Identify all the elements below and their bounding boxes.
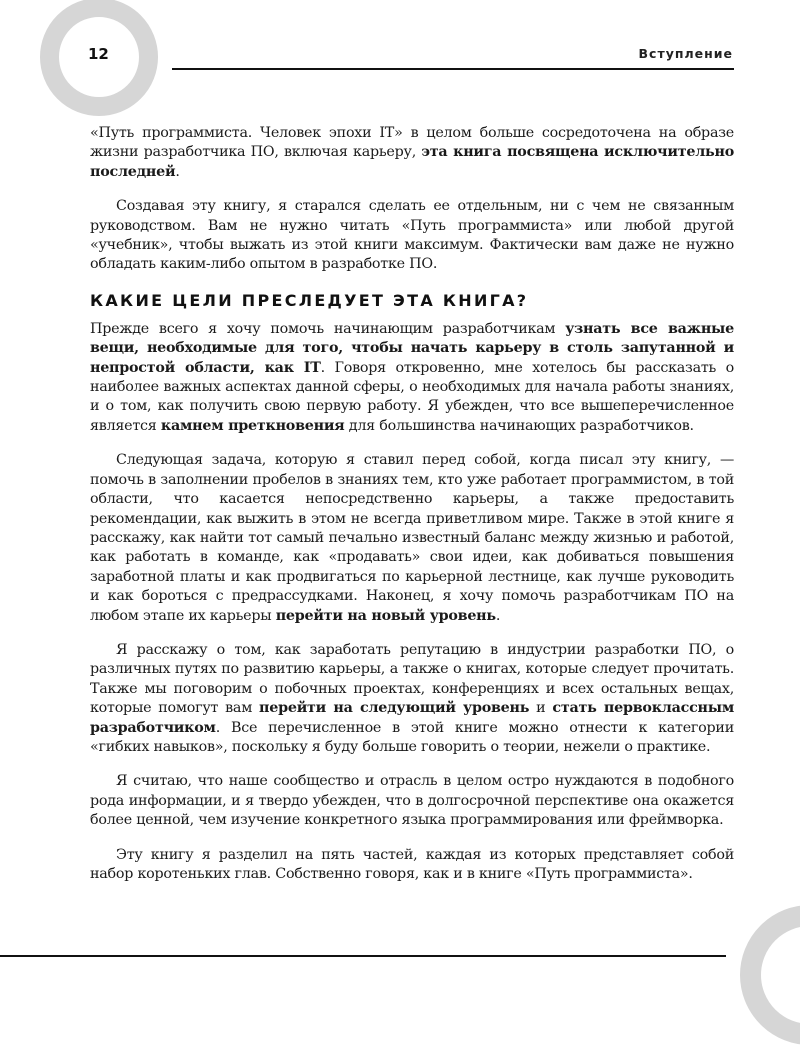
emphasis: эта книга посвящена исключительно последней (90, 144, 734, 180)
header-rule (172, 68, 734, 70)
running-title: Вступление (638, 46, 733, 61)
emphasis: стать первоклассным разработчиком (90, 700, 734, 736)
page-body (90, 124, 734, 899)
section-paragraph-3: Я расскажу о том, как заработать репутацию в индустрии разработки ПО, о различных путях по развитию карьеры, а также о книгах, которые следует прочитать. Также мы поговорим о побочных проектах, конференциях и всех остальных вещах, которые помогут вам перейти на следующий уровень и стать первоклассным разработчиком. Все перечисленное в этой книге можно отнести к категории «гибких навыков», поскольку я буду больше говорить о теории, нежели о практике. (90, 641, 734, 755)
section-paragraph-2: Следующая задача, которую я ставил перед собой, когда писал эту книгу, — помочь в заполнении пробелов в знаниях тем, кто уже работает программистом, в той области, что касается непосредственно карьеры, а также предоставить рекомендации, как выжить в этом не всегда приветливом мире. Также в этой книге я расскажу, как найти тот самый печально известный баланс между жизнью и работой, как работать в команде, как «продавать» свои идеи, как добиваться повышения заработной платы и как продвигаться по карьерной лестнице, как лучше руководить и как бороться с предрассудками. Наконец, я хочу помочь разработчикам ПО на любом этапе их карьеры перейти на новый уровень. (90, 452, 734, 624)
emphasis: камнем преткновения (160, 417, 345, 434)
section-heading: КАКИЕ ЦЕЛИ ПРЕСЛЕДУЕТ ЭТА КНИГА? (90, 290, 529, 310)
emphasis: перейти на новый уровень (275, 607, 496, 624)
section-paragraph-5: Эту книгу я разделил на пять частей, каждая из которых представляет собой набор коротеньких глав. Собственно говоря, как и в книге «Путь программиста». (90, 846, 734, 882)
decorative-ring-bottom (740, 905, 800, 1045)
page-number: 12 (88, 45, 109, 63)
section-paragraph-4: Я считаю, что наше сообщество и отрасль в целом остро нуждаются в подобного рода информации, и я твердо убежден, что в долгосрочной перспективе она окажется более ценной, чем изучение конкретного языка программирования или фреймворка. (90, 773, 734, 829)
intro-paragraph-1: «Путь программиста. Человек эпохи IT» в целом больше сосредоточена на образе жизни разработчика ПО, включая карьеру, эта книга посвящена исключительно последней. (90, 125, 734, 180)
emphasis: перейти на следующий уровень (259, 700, 530, 717)
intro-paragraph-2: Создавая эту книгу, я старался сделать ее отдельным, ни с чем не связанным руководством. Вам не нужно читать «Путь программиста» или любой другой «учебник», чтобы выжать из этой книги максимум. Фактически вам даже не нужно обладать каким-либо опытом в разработке ПО. (90, 198, 734, 273)
section-paragraph-1: Прежде всего я хочу помочь начинающим разработчикам узнать все важные вещи, необходимые для того, чтобы начать карьеру в столь запутанной и непростой области, как IT. Говоря откровенно, мне хотелось бы рассказать о наиболее важных аспектах данной сферы, о необходимых для начала работы знаниях, и о том, как получить свою первую работу. Я убежден, что все вышеперечисленное является камнем преткновения для большинства начинающих разработчиков. (90, 320, 734, 434)
footer-rule (0, 955, 726, 957)
emphasis: узнать все важные вещи, необходимые для того, чтобы начать карьеру в столь запутанной и непростой области, как IT (90, 320, 734, 376)
